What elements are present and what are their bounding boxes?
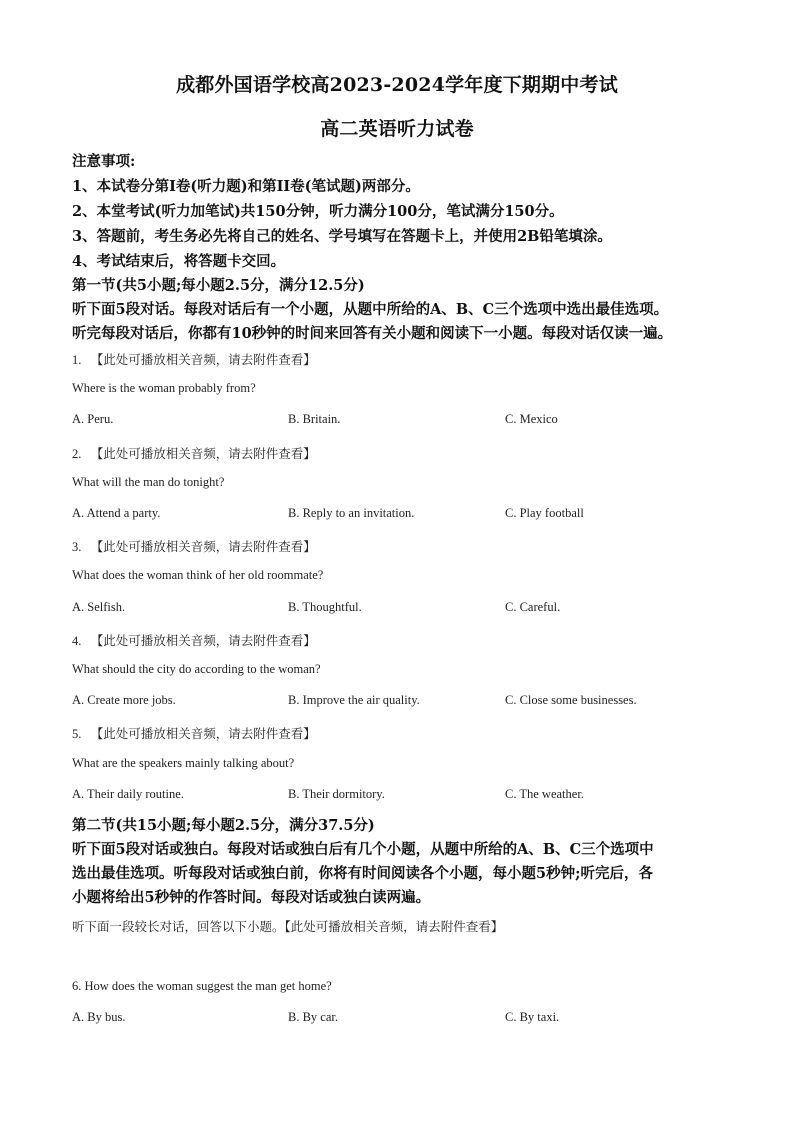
- question-2-option-a: A. Attend a party.: [72, 506, 161, 520]
- question-2-option-c: C. Play football: [505, 506, 584, 520]
- audio-placeholder: 【此处可播放相关音频，请去附件查看】: [90, 540, 316, 554]
- audio-placeholder: 【此处可播放相关音频，请去附件查看】: [90, 353, 316, 367]
- audio-placeholder: 【此处可播放相关音频，请去附件查看】: [90, 634, 316, 648]
- question-2-option-b: B. Reply to an invitation.: [288, 506, 415, 520]
- exam-subtitle: 高二英语听力试卷: [320, 118, 474, 140]
- note-item: 2、本堂考试(听力加笔试)共150分钟，听力满分100分，笔试满分150分。: [72, 203, 564, 220]
- note-item: 1、本试卷分第I卷(听力题)和第II卷(笔试题)两部分。: [72, 178, 420, 195]
- question-2-audio: 2. 【此处可播放相关音频，请去附件查看】: [72, 447, 316, 461]
- question-3-option-a: A. Selfish.: [72, 600, 126, 614]
- question-4-option-a: A. Create more jobs.: [72, 693, 176, 707]
- section2-heading: 第二节(共15小题;每小题2.5分，满分37.5分): [72, 817, 375, 834]
- question-4-option-b: B. Improve the air quality.: [288, 693, 420, 707]
- exam-title: 成都外国语学校高2023-2024学年度下期期中考试: [176, 74, 618, 96]
- note-item: 4、考试结束后，将答题卡交回。: [72, 253, 286, 270]
- question-5-option-c: C. The weather.: [505, 787, 584, 801]
- question-4-option-c: C. Close some businesses.: [505, 693, 637, 707]
- note-item: 3、答题前，考生务必先将自己的姓名、学号填写在答题卡上，并使用2B铅笔填涂。: [72, 228, 612, 245]
- question-6-option-a: A. By bus.: [72, 1010, 126, 1024]
- question-1-audio: 1. 【此处可播放相关音频，请去附件查看】: [72, 353, 316, 367]
- question-1-option-b: B. Britain.: [288, 412, 341, 426]
- question-5-stem: What are the speakers mainly talking about?: [72, 756, 295, 770]
- audio-placeholder: 【此处可播放相关音频，请去附件查看】: [90, 727, 316, 741]
- question-3-option-b: B. Thoughtful.: [288, 600, 362, 614]
- question-6-option-c: C. By taxi.: [505, 1010, 560, 1024]
- section2-instruction: 听下面5段对话或独白。每段对话或独白后有几个小题，从题中所给的A、B、C三个选项中: [72, 841, 654, 858]
- notes-heading: 注意事项:: [72, 153, 136, 170]
- question-1-option-a: A. Peru.: [72, 412, 114, 426]
- section2-instruction: 小题将给出5秒钟的作答时间。每段对话或独白读两遍。: [72, 889, 431, 906]
- audio-placeholder: 【此处可播放相关音频，请去附件查看】: [90, 447, 316, 461]
- section1-instruction: 听下面5段对话。每段对话后有一个小题，从题中所给的A、B、C三个选项中选出最佳选项。: [72, 301, 669, 318]
- section1-heading: 第一节(共5小题;每小题2.5分，满分12.5分): [72, 277, 365, 294]
- section1-instruction: 听完每段对话后，你都有10秒钟的时间来回答有关小题和阅读下一小题。每段对话仅读一遍。: [72, 325, 673, 342]
- question-4-audio: 4. 【此处可播放相关音频，请去附件查看】: [72, 634, 316, 648]
- section2-prompt: 听下面一段较长对话，回答以下小题。【此处可播放相关音频，请去附件查看】: [72, 920, 504, 934]
- question-4-stem: What should the city do according to the woman?: [72, 662, 321, 676]
- question-5-option-b: B. Their dormitory.: [288, 787, 385, 801]
- question-3-audio: 3. 【此处可播放相关音频，请去附件查看】: [72, 540, 316, 554]
- question-6-stem: 6. How does the woman suggest the man get home?: [72, 979, 332, 993]
- question-3-stem: What does the woman think of her old roommate?: [72, 568, 324, 582]
- question-5-audio: 5. 【此处可播放相关音频，请去附件查看】: [72, 727, 316, 741]
- question-5-option-a: A. Their daily routine.: [72, 787, 184, 801]
- section2-instruction: 选出最佳选项。听每段对话或独白前，你将有时间阅读各个小题，每小题5秒钟;听完后，各: [72, 865, 653, 882]
- question-2-stem: What will the man do tonight?: [72, 475, 225, 489]
- question-6-option-b: B. By car.: [288, 1010, 338, 1024]
- question-1-stem: Where is the woman probably from?: [72, 381, 256, 395]
- question-1-option-c: C. Mexico: [505, 412, 558, 426]
- question-3-option-c: C. Careful.: [505, 600, 561, 614]
